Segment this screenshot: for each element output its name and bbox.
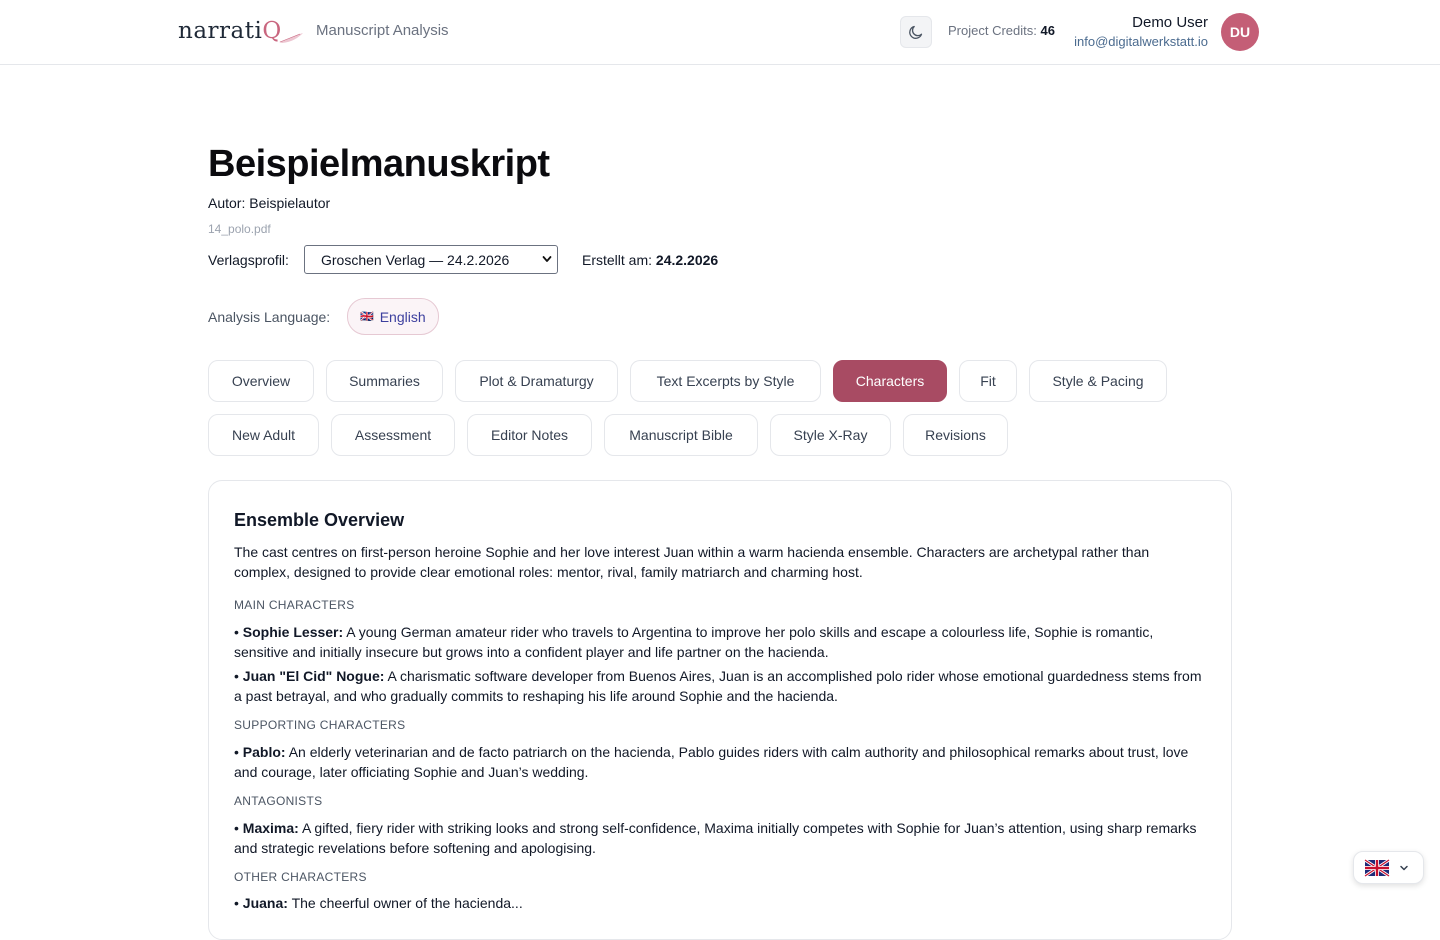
ensemble-intro: The cast centres on first-person heroine Sophie and her love interest Juan within a warm hacienda ensemble. Characters are archetypal rather than complex, designed to provide clear emotional roles: mentor, rival, family matriarch and charming host. bbox=[234, 544, 1150, 580]
chevron-down-icon bbox=[1399, 863, 1409, 873]
ui-language-switcher[interactable] bbox=[1353, 851, 1424, 884]
tab-style-x-ray[interactable]: Style X-Ray bbox=[770, 414, 891, 456]
card-title: Ensemble Overview bbox=[234, 510, 405, 530]
tab-fit[interactable]: Fit bbox=[959, 360, 1017, 402]
character-name: Sophie Lesser: bbox=[242, 624, 344, 640]
character-description: A charismatic software developer from Buenos Aires, Juan is an accomplished polo rider whose emotional guardedness stems from a past betrayal, and who gradually commits to reshaping his life around Sophie and the hacienda. bbox=[234, 668, 1202, 704]
analysis-language-button[interactable] bbox=[347, 298, 439, 335]
created-label: Erstellt am: bbox=[582, 252, 653, 268]
ensemble-overview-card bbox=[208, 480, 1232, 940]
tab-text-excerpts[interactable]: Text Excerpts by Style bbox=[630, 360, 821, 402]
character-description: A young German amateur rider who travels to Argentina to improve her polo skills and escape a colourless life, Sophie is romantic, sensitive and initially insecure but grows into a confident player and life partner on the hacienda. bbox=[234, 624, 1154, 660]
character-entry: • Maxima: A gifted, fiery rider with striking looks and strong self-confidence, Maxima initially competes with Sophie for Juan’s attention, using sharp remarks and strategic revelations before softening and apologising. bbox=[234, 820, 1197, 856]
character-entry: • Pablo: An elderly veterinarian and de facto patriarch on the hacienda, Pablo guides riders with calm authority and philosophical remarks about trust, love and courage, later officiating Sophie and Juan’s wedding. bbox=[234, 744, 1189, 780]
character-entry: • Juana: The cheerful owner of the hacienda... bbox=[234, 895, 523, 911]
project-credits bbox=[948, 23, 1055, 38]
tab-manuscript-bible[interactable]: Manuscript Bible bbox=[604, 414, 758, 456]
credits-value: 46 bbox=[1040, 23, 1055, 38]
tab-style-pacing[interactable]: Style & Pacing bbox=[1029, 360, 1167, 402]
author-line: Autor: Beispielautor bbox=[208, 195, 331, 211]
tab-summaries[interactable]: Summaries bbox=[326, 360, 443, 402]
user-email: info@digitalwerkstatt.io bbox=[1074, 34, 1208, 49]
tab-characters[interactable]: Characters bbox=[833, 360, 947, 402]
tab-editor-notes[interactable]: Editor Notes bbox=[467, 414, 592, 456]
uk-flag-icon bbox=[1365, 860, 1389, 876]
app-subtitle: Manuscript Analysis bbox=[316, 22, 449, 39]
publisher-profile-select[interactable] bbox=[304, 245, 558, 274]
publisher-profile-value: Groschen Verlag — 24.2.2026 bbox=[321, 251, 510, 268]
section-heading-other: OTHER CHARACTERS bbox=[234, 870, 367, 884]
publisher-profile-label: Verlagsprofil: bbox=[208, 252, 289, 268]
tab-revisions[interactable]: Revisions bbox=[903, 414, 1008, 456]
moon-icon bbox=[908, 24, 924, 40]
character-name: Juana: bbox=[242, 895, 288, 911]
theme-toggle-button[interactable] bbox=[900, 16, 932, 48]
tab-assessment[interactable]: Assessment bbox=[331, 414, 455, 456]
tab-plot-dramaturgy[interactable]: Plot & Dramaturgy bbox=[455, 360, 618, 402]
section-heading-main: MAIN CHARACTERS bbox=[234, 598, 355, 612]
section-heading-supporting: SUPPORTING CHARACTERS bbox=[234, 718, 406, 732]
file-name: 14_polo.pdf bbox=[208, 222, 271, 236]
page-title: Beispielmanuskript bbox=[208, 143, 550, 185]
tab-overview[interactable]: Overview bbox=[208, 360, 314, 402]
credits-label: Project Credits: bbox=[948, 23, 1037, 38]
feather-icon bbox=[278, 32, 304, 44]
chevron-down-icon bbox=[542, 254, 552, 264]
character-name: Maxima: bbox=[242, 820, 299, 836]
top-navigation-bar bbox=[0, 0, 1440, 65]
narratiq-logo[interactable] bbox=[178, 14, 281, 48]
section-heading-antagonists: ANTAGONISTS bbox=[234, 794, 323, 808]
character-description: A gifted, fiery rider with striking looks and strong self-confidence, Maxima initially competes with Sophie for Juan’s attention, using sharp remarks and strategic revelations before softening and apologising. bbox=[234, 820, 1197, 856]
character-name: Juan "El Cid" Nogue: bbox=[242, 668, 385, 684]
uk-flag-icon: 🇬🇧 bbox=[360, 311, 374, 323]
logo-q: Q bbox=[262, 18, 282, 44]
created-date bbox=[582, 252, 718, 268]
character-entry: • Sophie Lesser: A young German amateur rider who travels to Argentina to improve her polo skills and escape a colourless life, Sophie is romantic, sensitive and initially insecure but grows into a confident player and life partner on the hacienda. bbox=[234, 624, 1154, 660]
logo-text: narrati bbox=[178, 18, 263, 44]
character-description: The cheerful owner of the hacienda... bbox=[291, 895, 523, 911]
created-value: 24.2.2026 bbox=[655, 252, 719, 268]
character-entry: • Juan "El Cid" Nogue: A charismatic software developer from Buenos Aires, Juan is an accomplished polo rider whose emotional guardedness stems from a past betrayal, and who gradually commits to reshaping his life around Sophie and the hacienda. bbox=[234, 668, 1202, 704]
analysis-language-label: Analysis Language: bbox=[208, 309, 331, 325]
avatar[interactable]: DU bbox=[1221, 13, 1259, 51]
user-name: Demo User bbox=[1132, 14, 1208, 31]
character-description: An elderly veterinarian and de facto patriarch on the hacienda, Pablo guides riders with calm authority and philosophical remarks about trust, love and courage, later officiating Sophie and Juan’s wedding. bbox=[234, 744, 1189, 780]
tab-new-adult[interactable]: New Adult bbox=[208, 414, 319, 456]
character-name: Pablo: bbox=[242, 744, 286, 760]
analysis-language-value: English bbox=[379, 308, 426, 325]
